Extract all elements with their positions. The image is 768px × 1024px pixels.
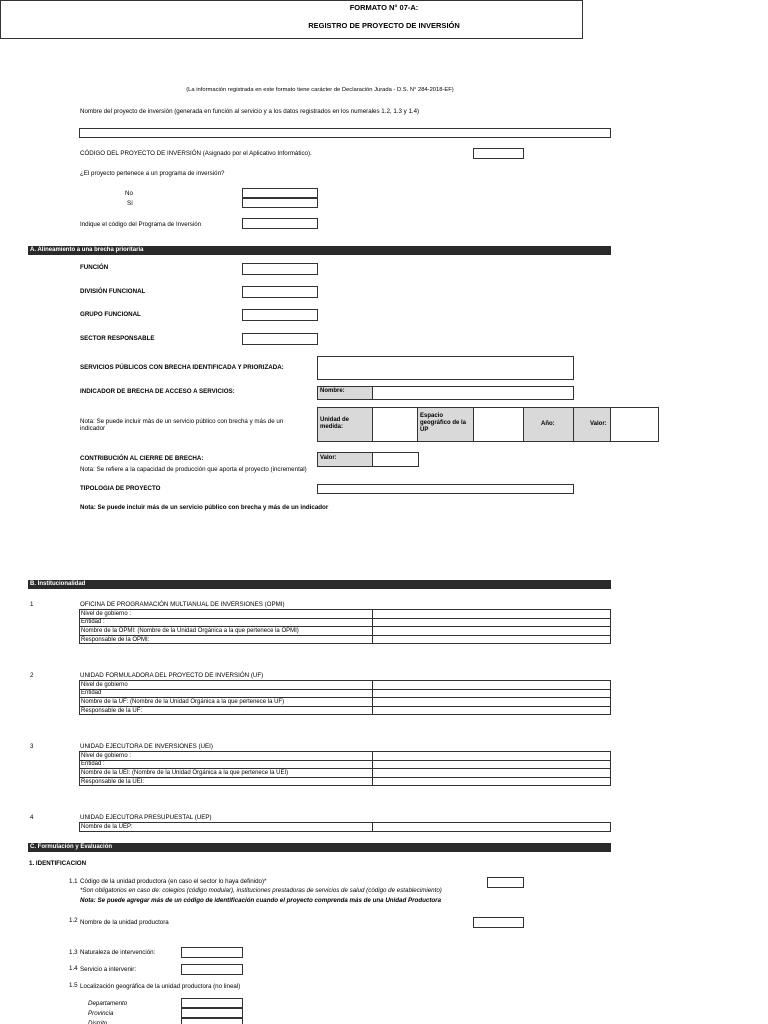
row-label: Responsable de la UEI: — [80, 777, 373, 786]
tipologia-field[interactable] — [317, 484, 574, 494]
grupo-label: GRUPO FUNCIONAL — [80, 311, 141, 318]
table-row — [80, 635, 611, 644]
nombre-label: Nombre: — [317, 386, 373, 400]
table-row — [80, 777, 611, 786]
unit-4-number: 4 — [30, 814, 34, 821]
funcion-field[interactable] — [242, 263, 318, 275]
nombre-field[interactable] — [372, 386, 574, 400]
unit-4-title: UNIDAD EJECUTORA PRESUPUESTAL (UEP) — [80, 814, 212, 821]
row-value-field[interactable] — [373, 752, 611, 761]
row-value-field[interactable] — [373, 698, 611, 707]
unit-4-table — [79, 822, 611, 832]
tipologia-label: TIPOLOGIA DE PROYECTO — [80, 485, 161, 492]
identificacion-heading: 1. IDENTIFICACION — [29, 860, 87, 867]
unit-1-table — [79, 609, 611, 644]
row-value-field[interactable] — [373, 777, 611, 786]
form-title: FORMATO N° 07-A: — [349, 3, 419, 12]
nota-bold: Nota: Se puede incluir más de un servicio público con brecha y más de un indicador — [80, 504, 329, 511]
row-label: Nombre de la OPMI: (Nombre de la Unidad Orgánica a la que pertenece la OPMI) — [80, 627, 373, 636]
table-row — [80, 706, 611, 715]
row-label: Responsable de la OPMI: — [80, 635, 373, 644]
row-value-field[interactable] — [373, 769, 611, 778]
servicio-field[interactable] — [181, 964, 243, 975]
section-c-header: C. Formulación y Evaluación — [28, 843, 611, 852]
nota-capacidad: Nota: Se refiere a la capacidad de producción que aporta el proyecto (incremental) — [80, 466, 307, 473]
anio-label: Año: — [523, 407, 574, 442]
sector-label: SECTOR RESPONSABLE — [80, 335, 155, 342]
division-field[interactable] — [242, 286, 318, 298]
item-1-1-bold-note: Nota: Se puede agregar más de un código de identificación cuando el proyecto comprenda más de una Unidad Productora — [80, 897, 442, 904]
table-row — [80, 823, 611, 832]
row-label: Responsable de la UF: — [80, 706, 373, 715]
funcion-label: FUNCIÓN — [80, 264, 109, 271]
row-value-field[interactable] — [373, 627, 611, 636]
item-1-5-number: 1.5 — [69, 982, 78, 989]
section-b-header: B. Institucionalidad — [28, 580, 611, 589]
row-value-field[interactable] — [373, 706, 611, 715]
contribucion-valor-field[interactable] — [372, 452, 419, 467]
unit-3-title: UNIDAD EJECUTORA DE INVERSIONES (UEI) — [80, 743, 213, 750]
item-1-5-label: Localización geográfica de la unidad productora (no lineal) — [80, 983, 241, 990]
row-label: Entidad : — [80, 618, 373, 627]
row-value-field[interactable] — [373, 689, 611, 698]
project-code-field[interactable] — [473, 148, 524, 159]
item-1-4-number: 1.4 — [69, 965, 78, 972]
unit-1-number: 1 — [30, 601, 34, 608]
departamento-field[interactable] — [181, 998, 243, 1008]
option-si-field[interactable] — [242, 198, 318, 208]
division-label: DIVISIÓN FUNCIONAL — [80, 288, 146, 295]
naturaleza-field[interactable] — [181, 947, 243, 958]
espacio-label: Espacio geográfico de la UP — [417, 407, 474, 442]
espacio-field[interactable] — [473, 407, 524, 442]
row-value-field[interactable] — [373, 760, 611, 769]
valor-field[interactable] — [610, 407, 659, 442]
item-1-4-label: Servicio a intervenir: — [80, 966, 137, 973]
row-label: Nivel de gobierno — [80, 681, 373, 690]
project-name-field[interactable] — [79, 128, 611, 138]
contribucion-label: CONTRIBUCIÓN AL CIERRE DE BRECHA: — [80, 455, 204, 462]
servicios-label: SERVICIOS PÚBLICOS CON BRECHA IDENTIFICADA Y PRIORIZADA: — [80, 364, 284, 371]
provincia-label: Provincia — [88, 1010, 114, 1017]
grupo-field[interactable] — [242, 309, 318, 321]
row-label: Nombre de la UF: (Nombre de la Unidad Orgánica a la que pertenece la UF) — [80, 698, 373, 707]
project-name-label: Nombre del proyecto de inversión (generada en función al servicio y a los datos registrados en los numerales 1.2, 1.3 y 1.4) — [80, 108, 420, 115]
program-code-field[interactable] — [242, 218, 318, 229]
item-1-2-label: Nombre de la unidad productora — [80, 919, 169, 926]
unit-1-title: OFICINA DE PROGRAMACIÓN MULTIANUAL DE INVERSIONES (OPMI) — [80, 601, 285, 608]
unit-2-title: UNIDAD FORMULADORA DEL PROYECTO DE INVERSIÓN (UF) — [80, 672, 264, 679]
unidad-medida-field[interactable] — [372, 407, 418, 442]
table-row — [80, 769, 611, 778]
row-value-field[interactable] — [373, 823, 611, 832]
row-label: Nombre de la UEI: (Nombre de la Unidad Orgánica a la que pertenece la UEI) — [80, 769, 373, 778]
unit-2-number: 2 — [30, 672, 34, 679]
row-label: Entidad : — [80, 760, 373, 769]
form-title-box — [0, 0, 583, 39]
unit-3-table — [79, 751, 611, 786]
option-no-label: No — [125, 190, 133, 197]
project-code-label: CÓDIGO DEL PROYECTO DE INVERSIÓN (Asignado por el Aplicativo Informático). — [80, 150, 312, 157]
row-label: Nivel de gobierno : — [80, 610, 373, 619]
item-1-1-note: *Son obligatorios en caso de: colegios (código modular), instituciones prestadoras de servicios de salud (código de establecimiento) — [80, 887, 442, 894]
row-label: Nombre de la UEP: — [80, 823, 373, 832]
departamento-label: Departamento — [88, 1000, 128, 1007]
table-row — [80, 627, 611, 636]
row-label: Entidad — [80, 689, 373, 698]
table-row — [80, 610, 611, 619]
form-subtitle: REGISTRO DE PROYECTO DE INVERSIÓN — [308, 21, 460, 30]
unit-3-number: 3 — [30, 743, 34, 750]
unidad-medida-label: Unidad de medida: — [317, 407, 373, 442]
row-value-field[interactable] — [373, 618, 611, 627]
item-1-1-number: 1.1 — [69, 878, 78, 885]
table-row — [80, 681, 611, 690]
table-row — [80, 760, 611, 769]
contribucion-valor-label: Valor: — [317, 452, 373, 467]
option-no-field[interactable] — [242, 188, 318, 198]
unit-2-table — [79, 680, 611, 715]
row-label: Nivel de gobierno : — [80, 752, 373, 761]
item-1-3-label: Naturaleza de intervención: — [80, 949, 156, 956]
servicios-field[interactable] — [317, 356, 574, 380]
sector-field[interactable] — [242, 333, 318, 345]
nota-servicio: Nota: Se puede incluir más de un servicio público con brecha y más de un indicador — [80, 418, 284, 432]
table-row — [80, 618, 611, 627]
program-question: ¿El proyecto pertenece a un programa de inversión? — [80, 170, 225, 177]
row-value-field[interactable] — [373, 681, 611, 690]
option-si-label: Sí — [127, 200, 133, 207]
table-row — [80, 752, 611, 761]
item-1-2-number: 1.2 — [69, 917, 78, 924]
valor-label-header: Valor: — [573, 407, 611, 442]
table-row — [80, 689, 611, 698]
distrito-label: Distrito — [88, 1020, 108, 1024]
item-1-1-label: Código de la unidad productora (en caso el sector lo haya definido)* — [80, 878, 267, 885]
section-a-header: A. Alineamiento a una brecha prioritaria — [28, 246, 611, 255]
table-row — [80, 698, 611, 707]
provincia-field[interactable] — [181, 1008, 243, 1018]
item-1-3-number: 1.3 — [69, 949, 78, 956]
indicador-label: INDICADOR DE BRECHA DE ACCESO A SERVICIOS: — [80, 388, 235, 395]
distrito-field[interactable] — [181, 1018, 243, 1024]
unidad-productora-name-field[interactable] — [473, 917, 524, 928]
row-value-field[interactable] — [373, 610, 611, 619]
declaration-note: (La información registrada en este formato tiene carácter de Declaración Jurada - D.S. N° 284-2018-EF) — [186, 87, 454, 93]
unidad-productora-code-field[interactable] — [487, 877, 524, 888]
row-value-field[interactable] — [373, 635, 611, 644]
program-code-label: Indique el código del Programa de Inversión — [80, 221, 202, 228]
